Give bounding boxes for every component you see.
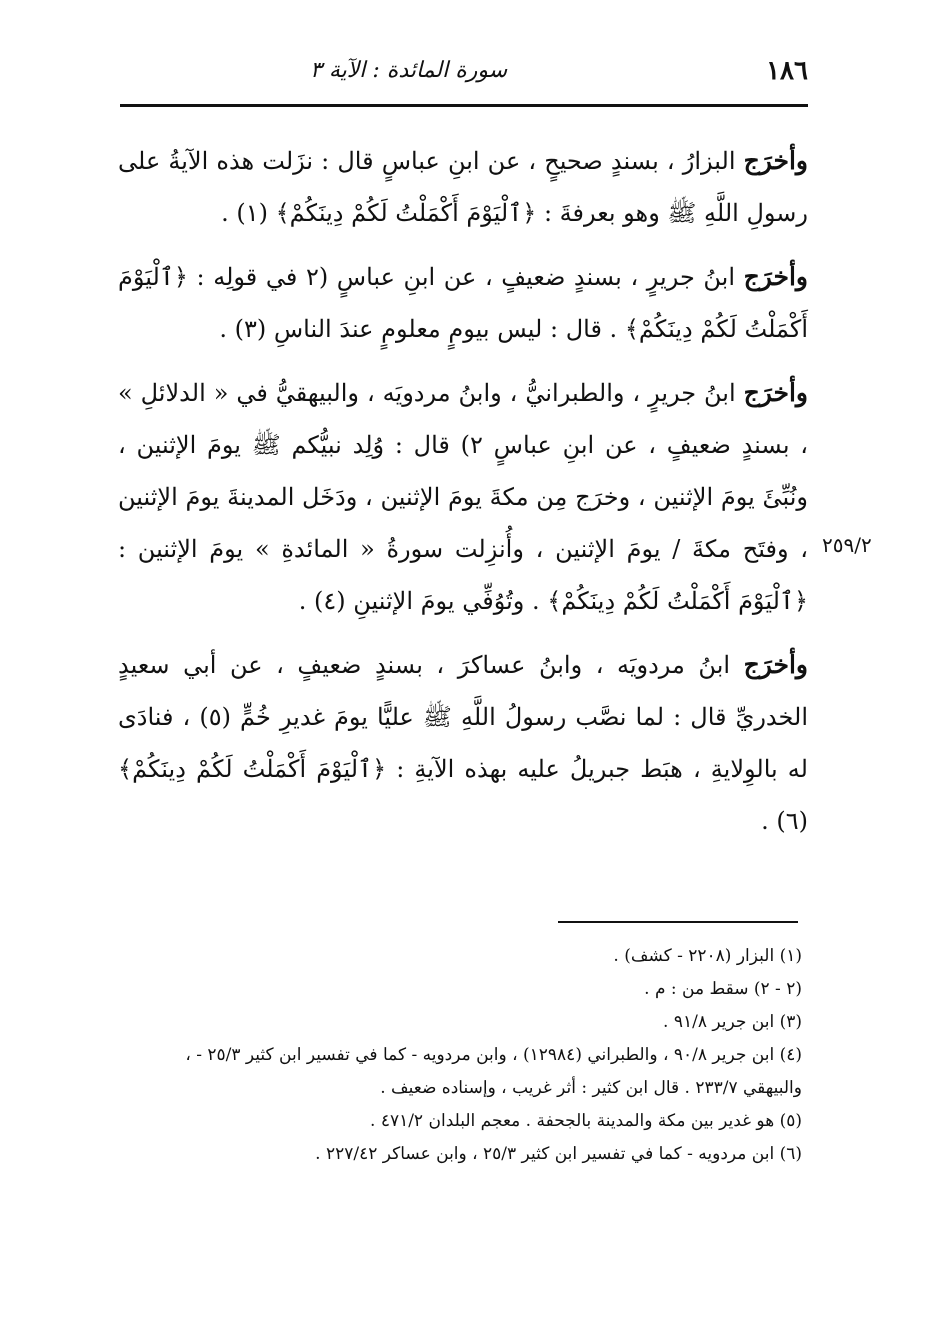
paragraph [118, 367, 808, 627]
footnote-line: (٥) هو غدير بين مكة والمدينة بالجحفة . معجم البلدان ٤٧١/٢ . [370, 1111, 802, 1131]
paragraph [118, 251, 808, 355]
paragraph-lead-word: وأخرَج [743, 378, 808, 407]
margin-volume-page-reference: ٢٥٩/٢ [822, 533, 872, 557]
footnote-line: (١) البزار (٢٢٠٨ - كشف) . [613, 946, 802, 966]
paragraph [118, 135, 808, 239]
paragraph-lead-word: وأخرَج [743, 650, 808, 679]
paragraph-lead-word: وأخرَج [743, 262, 808, 291]
paragraph [118, 639, 808, 847]
footnote-line: (٣) ابن جرير ٩١/٨ . [663, 1012, 802, 1032]
footnote-line: والبيهقي ٢٣٣/٧ . قال ابن كثير : أثر غريب ، وإسناده ضعيف . [380, 1078, 802, 1098]
paragraph-text: ابنُ جريرٍ ، والطبرانيُّ ، وابنُ مردويَه ، والبيهقيُّ في « الدلائلِ » ، بسندٍ ضعيفٍ ، عن ابنِ عباسٍ ٢) قال : وُلِد نبيُّكم ﷺ يومَ الإثنين ، ونُبِّئَ يومَ الإثنين ، وخرَج مِن مكةَ يومَ الإثنين ، ودَخَل المدينةَ يومَ الإثنين ، وفتَح مكةَ / يومَ الإثنين ، وأُنزِلت سورةُ « المائدةِ » يومَ الإثنين : ﴿ٱلْيَوْمَ أَكْمَلْتُ لَكُمْ دِينَكُمْ﴾ . وتُوُفِّي يومَ الإثنينِ (٤) . [118, 379, 809, 615]
footnote-divider [558, 921, 798, 923]
header-divider [120, 104, 808, 107]
paragraph-lead-word: وأخرَج [743, 146, 808, 175]
paragraph-text: ابنُ جريرٍ ، بسندٍ ضعيفٍ ، عن ابنِ عباسٍ (٢ في قولِه : ﴿ٱلْيَوْمَ أَكْمَلْتُ لَكُمْ دِينَكُمْ﴾ . قال : ليس بيومٍ معلومٍ عندَ الناسِ (٣) . [118, 263, 808, 343]
paragraph-text: البزارُ ، بسندٍ صحيحٍ ، عن ابنِ عباسٍ قال : نزَلت هذه الآيةُ على رسولِ اللَّهِ ﷺ وهو بعرفةَ : ﴿ٱلْيَوْمَ أَكْمَلْتُ لَكُمْ دِينَكُمْ﴾ (١) . [118, 147, 808, 227]
page-number: ١٨٦ [766, 56, 808, 86]
running-title: سورة المائدة : الآية ٣ [310, 58, 508, 83]
main-text [118, 135, 808, 859]
footnote-line: (٦) ابن مردويه - كما في تفسير ابن كثير ٢٥/٣ ، وابن عساكر ٢٢٧/٤٢ . [315, 1144, 802, 1164]
footnote-line: (٢ - ٢) سقط من : م . [644, 979, 802, 999]
paragraph-text: ابنُ مردويَه ، وابنُ عساكرَ ، بسندٍ ضعيفٍ ، عن أبي سعيدٍ الخدريِّ قال : لما نصَّب رسولُ اللَّهِ ﷺ عليًّا يومَ غديرِ خُمٍّ (٥) ، فنادَى له بالوِلايةِ ، هبَط جبريلُ عليه بهذه الآيةِ : ﴿ٱلْيَوْمَ أَكْمَلْتُ لَكُمْ دِينَكُمْ﴾ (٦) . [118, 651, 808, 835]
page-header [120, 52, 808, 96]
footnotes [112, 940, 802, 1171]
footnote-line: (٤) ابن جرير ٩٠/٨ ، والطبراني (١٢٩٨٤) ، وابن مردويه - كما في تفسير ابن كثير ٢٥/٣ - ، [185, 1045, 802, 1065]
